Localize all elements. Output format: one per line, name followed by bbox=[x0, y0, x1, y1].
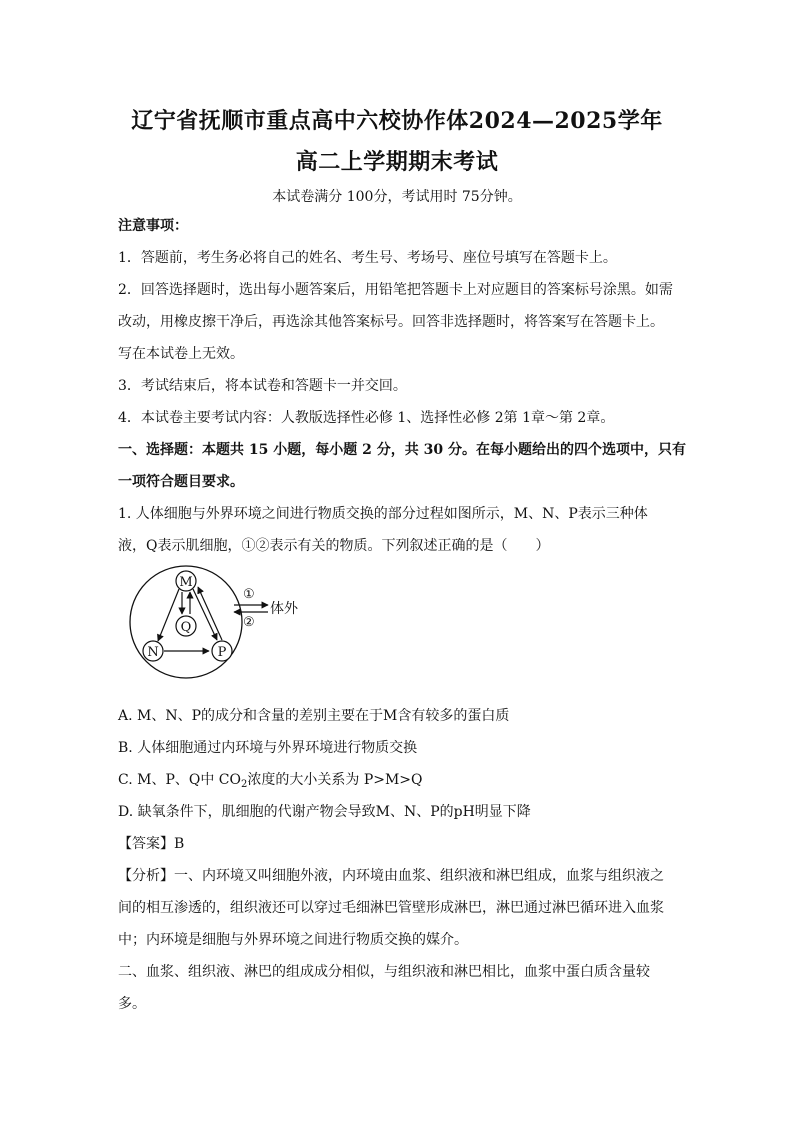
option-c-prefix: C. M、P、Q中 CO bbox=[118, 772, 241, 788]
answer-line: 【答案】B bbox=[118, 836, 185, 852]
arrow-m-to-n bbox=[158, 589, 179, 641]
option-c-subscript: 2 bbox=[241, 779, 248, 790]
section-heading: 一、选择题：本题共 15 小题，每小题 2 分，共 30 分。在每小题给出的四个选项中，只有 bbox=[118, 442, 686, 458]
note-item-3: 3．考试结束后，将本试卷和答题卡一并交回。 bbox=[118, 378, 407, 394]
substance-2-label: ② bbox=[243, 615, 255, 630]
question-stem: 1. 人体细胞与外界环境之间进行物质交换的部分过程如图所示，M、N、P表示三种体 bbox=[118, 506, 648, 522]
note-item-1: 1．答题前，考生务必将自己的姓名、考生号、考场号、座位号填写在答题卡上。 bbox=[118, 250, 617, 266]
outside-label: 体外 bbox=[270, 601, 298, 617]
exam-info: 本试卷满分 100分，考试用时 75分钟。 bbox=[272, 189, 522, 205]
note-item-2-end: 写在本试卷上无效。 bbox=[118, 346, 244, 362]
body-fluid-diagram bbox=[118, 565, 318, 680]
option-a: A. M、N、P的成分和含量的差别主要在于M含有较多的蛋白质 bbox=[118, 708, 510, 724]
page-title-line2: 高二上学期期末考试 bbox=[295, 149, 499, 175]
arrow-m-to-p bbox=[193, 589, 217, 640]
analysis-line-3: 中；内环境是细胞与外界环境之间进行物质交换的媒介。 bbox=[118, 932, 468, 948]
node-q-label: Q bbox=[180, 620, 192, 635]
note-item-4: 4．本试卷主要考试内容：人教版选择性必修 1、选择性必修 2第 1章～第 2章。 bbox=[118, 410, 615, 426]
notes-heading: 注意事项： bbox=[118, 218, 188, 234]
option-c bbox=[118, 772, 678, 791]
substance-1-label: ① bbox=[243, 587, 255, 602]
analysis-line-5: 多。 bbox=[118, 996, 146, 1012]
option-d: D. 缺氧条件下，肌细胞的代谢产物会导致M、N、P的pH明显下降 bbox=[118, 804, 531, 820]
page-title-line1: 辽宁省抚顺市重点高中六校协作体2024—2025学年 bbox=[131, 108, 663, 134]
analysis-line-1: 【分析】一、内环境又叫细胞外液，内环境由血浆、组织液和淋巴组成，血浆与组织液之 bbox=[118, 868, 664, 884]
analysis-line-2: 间的相互渗透的，组织液还可以穿过毛细淋巴管壁形成淋巴，淋巴通过淋巴循环进入血浆 bbox=[118, 900, 664, 916]
analysis-line-4: 二、血浆、组织液、淋巴的组成成分相似，与组织液和淋巴相比，血浆中蛋白质含量较 bbox=[118, 964, 650, 980]
arrow-p-to-m bbox=[198, 587, 222, 640]
node-m-label: M bbox=[179, 575, 193, 590]
node-p-label: P bbox=[217, 645, 227, 660]
option-b: B. 人体细胞通过内环境与外界环境进行物质交换 bbox=[118, 740, 418, 756]
note-item-2: 2．回答选择题时，选出每小题答案后，用铅笔把答题卡上对应题目的答案标号涂黑。如需 bbox=[118, 282, 673, 298]
section-heading-cont: 一项符合题目要求。 bbox=[118, 474, 244, 490]
node-n-label: N bbox=[147, 645, 159, 660]
option-c-suffix: 浓度的大小关系为 P>M>Q bbox=[247, 772, 423, 788]
note-item-2-cont: 改动，用橡皮擦干净后，再选涂其他答案标号。回答非选择题时，将答案写在答题卡上。 bbox=[118, 314, 664, 330]
question-stem-cont: 液，Q表示肌细胞，①②表示有关的物质。下列叙述正确的是（ ） bbox=[118, 538, 550, 554]
